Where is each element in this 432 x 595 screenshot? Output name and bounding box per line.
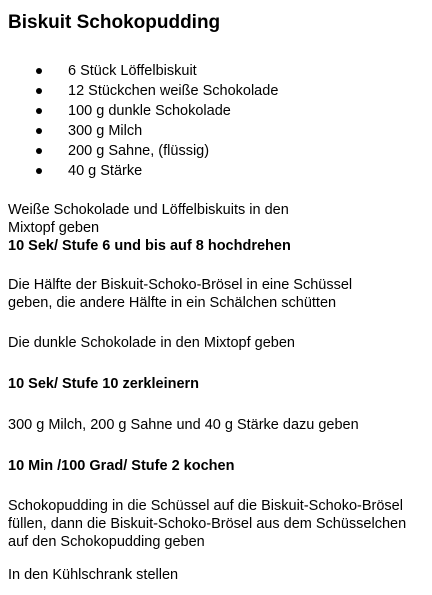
step-1-setting: 10 Sek/ Stufe 6 und bis auf 8 hochdrehen — [8, 238, 291, 254]
step-2-text — [8, 276, 428, 312]
ingredient-text: 40 g Stärke — [68, 163, 143, 179]
step-3-setting: 10 Sek/ Stufe 10 zerkleinern — [8, 376, 200, 392]
step-1-text — [8, 201, 428, 255]
ingredient-text: 100 g dunkle Schokolade — [68, 103, 231, 119]
step-2-line-1: Die Hälfte der Biskuit-Schoko-Brösel in eine Schüssel — [8, 277, 353, 293]
recipe-title: Biskuit Schokopudding — [8, 12, 221, 33]
ingredient-item — [36, 61, 278, 81]
bullet-icon — [36, 128, 42, 134]
ingredient-list — [36, 61, 278, 181]
step-2-line-2: geben, die andere Hälfte in ein Schälchen schütten — [8, 295, 337, 311]
step-5-line-2: füllen, dann die Biskuit-Schoko-Brösel aus dem Schüsselchen — [8, 516, 407, 532]
ingredient-text: 12 Stückchen weiße Schokolade — [68, 83, 279, 99]
step-5-line-1: Schokopudding in die Schüssel auf die Biskuit-Schoko-Brösel — [8, 498, 403, 514]
ingredient-item — [36, 81, 278, 101]
step-1-line-2: Mixtopf geben — [8, 220, 100, 236]
ingredient-text: 200 g Sahne, (flüssig) — [68, 143, 210, 159]
ingredient-text: 300 g Milch — [68, 123, 143, 139]
step-3-text: Die dunkle Schokolade in den Mixtopf geben — [8, 335, 295, 351]
ingredient-item — [36, 101, 278, 121]
bullet-icon — [36, 148, 42, 154]
ingredient-item — [36, 141, 278, 161]
ingredient-item — [36, 121, 278, 141]
ingredient-item — [36, 161, 278, 181]
bullet-icon — [36, 68, 42, 74]
bullet-icon — [36, 88, 42, 94]
step-6-text: In den Kühlschrank stellen — [8, 567, 179, 583]
bullet-icon — [36, 168, 42, 174]
ingredient-text: 6 Stück Löffelbiskuit — [68, 63, 197, 79]
step-5-line-3: auf den Schokopudding geben — [8, 534, 205, 550]
step-4-text: 300 g Milch, 200 g Sahne und 40 g Stärke dazu geben — [8, 417, 359, 433]
step-4-setting: 10 Min /100 Grad/ Stufe 2 kochen — [8, 458, 235, 474]
step-1-line-1: Weiße Schokolade und Löffelbiskuits in den — [8, 202, 289, 218]
bullet-icon — [36, 108, 42, 114]
step-5-text — [8, 497, 428, 551]
